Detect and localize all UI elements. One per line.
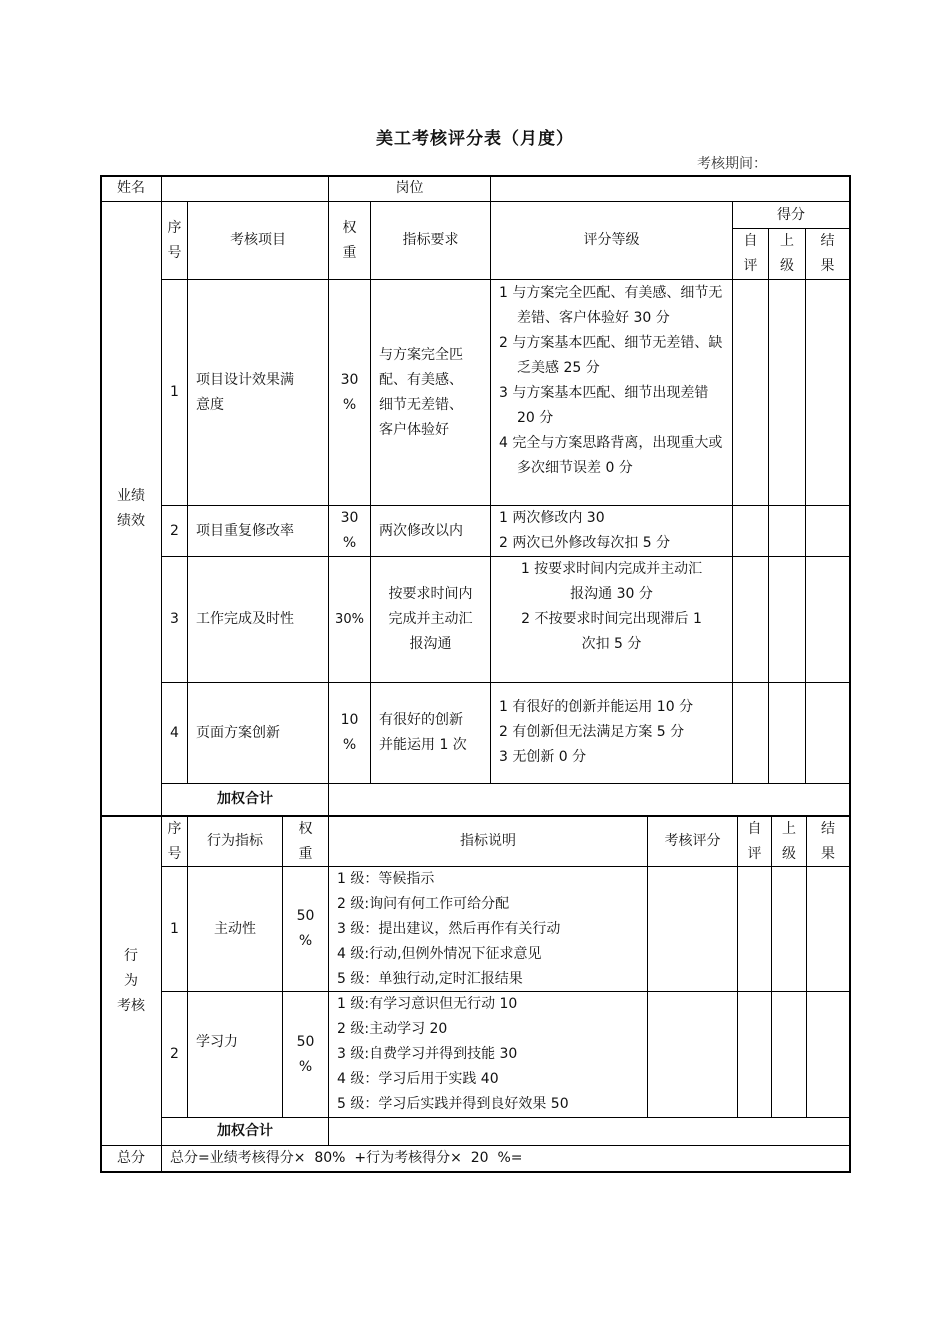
perf-row-1-result-cell[interactable]: [806, 280, 849, 505]
perf-row-3-weight: 30%: [335, 612, 364, 627]
behavior-row-2-weight: 50 %: [296, 1033, 315, 1075]
behavior-col-eval: 考核评分: [664, 833, 721, 849]
perf-row-4-grades: [491, 695, 732, 775]
perf-row-1-no: 1: [170, 384, 179, 400]
perf-row-2-req: 两次修改以内: [379, 522, 463, 539]
page-title: 美工考核评分表（月度）: [376, 129, 574, 149]
perf-col-result: 结 果: [820, 233, 835, 274]
behavior-col-indicator: 行为指标: [207, 833, 263, 849]
name-field[interactable]: [162, 176, 328, 201]
behavior-row-2-level-5: 5 级：学习后实践并得到良好效果 50: [337, 1096, 569, 1112]
behavior-row-1-result-cell[interactable]: [807, 867, 849, 991]
perf-row-1-self-cell[interactable]: [733, 280, 768, 505]
perf-col-grade: 评分等级: [583, 232, 640, 248]
assessment-period-label: 考核期间：: [697, 156, 767, 172]
behavior-row-2-level-4: 4 级：学习后用于实践 40: [337, 1071, 499, 1087]
behavior-col-weight: 权 重: [298, 820, 313, 862]
behavior-col-result: 结 果: [821, 820, 835, 862]
behavior-row-2-eval-cell[interactable]: [648, 992, 737, 1117]
perf-row-2-grades: [491, 506, 732, 556]
perf-row-3-req: 按要求时间内 完成并主动汇 报沟通: [388, 586, 473, 652]
behavior-row-1-weight: 50 %: [296, 908, 315, 949]
perf-row-3-no: 3: [170, 611, 179, 627]
behavior-section-label: 行 为 考核: [117, 947, 145, 1014]
total-formula: 总分=业绩考核得分× 80% +行为考核得分× 20 %=: [170, 1150, 523, 1166]
behavior-row-1-indicator: 主动性: [214, 920, 256, 937]
perf-row-1-grade-1: 1 与方案完全匹配、有美感、细节无差错、客户体验好 30 分: [499, 285, 723, 326]
perf-row-4-weight: 10 %: [340, 712, 359, 753]
perf-row-3-self-cell[interactable]: [733, 557, 768, 682]
perf-row-4-self-cell[interactable]: [733, 683, 768, 783]
perf-col-req: 指标要求: [402, 232, 459, 248]
perf-row-3-sup-cell[interactable]: [769, 557, 805, 682]
perf-row-4-grade-1: 1 有很好的创新并能运用 10 分: [499, 699, 694, 715]
perf-row-2-item: 项目重复修改率: [196, 522, 294, 539]
perf-row-2-grade-2: 2 两次已外修改每次扣 5 分: [499, 535, 671, 551]
behavior-row-1-no: 1: [170, 920, 179, 937]
perf-row-3-result-cell[interactable]: [806, 557, 849, 682]
behavior-row-1-levels: [329, 867, 647, 991]
perf-row-4-sup-cell[interactable]: [769, 683, 805, 783]
perf-col-sup: 上 级: [780, 233, 794, 274]
behavior-row-1-eval-cell[interactable]: [648, 867, 737, 991]
perf-row-1-weight: 30 %: [340, 371, 359, 413]
perf-section-label: 业绩 绩效: [117, 487, 145, 529]
perf-row-1-grade-2: 2 与方案基本匹配、细节无差错、缺乏美感 25 分: [499, 335, 723, 376]
perf-row-4-grade-2: 2 有创新但无法满足方案 5 分: [499, 724, 685, 740]
perf-row-1-req: 与方案完全匹 配、有美感、 细节无差错、 客户体验好: [379, 346, 463, 438]
perf-row-4-no: 4: [170, 724, 179, 741]
behavior-col-no: 序 号: [167, 820, 182, 862]
perf-row-3-grade-2: 2 不按要求时间完出现滞后 1 次扣 5 分: [521, 611, 702, 652]
behavior-row-2-result-cell[interactable]: [807, 992, 849, 1117]
behavior-row-1-level-1: 1 级：等候指示: [337, 871, 435, 887]
behavior-row-2-level-1: 1 级:有学习意识但无行动 10: [337, 996, 518, 1012]
perf-row-1-item: 项目设计效果满 意度: [196, 371, 294, 413]
post-field[interactable]: [491, 176, 849, 201]
perf-row-3-grade-1: 1 按要求时间内完成并主动汇 报沟通 30 分: [520, 561, 703, 602]
behavior-weighted-total-cell[interactable]: [329, 1118, 849, 1145]
perf-row-3-item: 工作完成及时性: [196, 611, 294, 627]
behavior-row-1-self-cell[interactable]: [738, 867, 771, 991]
behavior-row-2-level-3: 3 级:自费学习并得到技能 30: [337, 1046, 518, 1062]
perf-col-no: 序 号: [167, 219, 182, 261]
perf-row-1-grades: [491, 281, 732, 505]
behavior-weighted-total-label: 加权合计: [217, 1123, 273, 1139]
post-label: 岗位: [395, 180, 424, 196]
perf-row-2-result-cell[interactable]: [806, 506, 849, 556]
perf-row-2-weight: 30 %: [340, 510, 359, 551]
perf-weighted-total-cell[interactable]: [329, 784, 849, 815]
perf-col-item: 考核项目: [230, 232, 286, 248]
behavior-row-2-level-2: 2 级:主动学习 20: [337, 1021, 448, 1037]
perf-row-4-item: 页面方案创新: [196, 724, 280, 741]
perf-weighted-total-label: 加权合计: [217, 791, 273, 807]
total-label: 总分: [117, 1150, 145, 1166]
behavior-row-1-level-3: 3 级：提出建议，然后再作有关行动: [337, 921, 561, 937]
perf-row-2-sup-cell[interactable]: [769, 506, 805, 556]
behavior-col-self: 自 评: [747, 820, 762, 862]
behavior-row-2-sup-cell[interactable]: [772, 992, 806, 1117]
perf-row-3-grades: [491, 557, 732, 682]
perf-row-2-no: 2: [170, 522, 179, 539]
behavior-col-desc: 指标说明: [460, 833, 516, 849]
name-label: 姓名: [117, 180, 145, 196]
perf-row-1-grade-3: 3 与方案基本匹配、细节出现差错 20 分: [499, 385, 709, 426]
perf-col-score: 得分: [777, 206, 805, 223]
perf-row-1-sup-cell[interactable]: [769, 280, 805, 505]
behavior-row-2-levels: [329, 992, 647, 1117]
perf-row-4-grade-3: 3 无创新 0 分: [499, 749, 587, 765]
behavior-row-1-level-2: 2 级:询问有何工作可给分配: [337, 896, 510, 912]
perf-row-2-grade-1: 1 两次修改内 30: [499, 510, 605, 526]
behavior-row-1-level-4: 4 级:行动,但例外情况下征求意见: [337, 946, 542, 962]
perf-row-4-result-cell[interactable]: [806, 683, 849, 783]
behavior-row-2-no: 2: [170, 1046, 179, 1062]
perf-col-weight: 权 重: [342, 219, 357, 261]
perf-row-4-req: 有很好的创新 并能运用 1 次: [379, 712, 467, 753]
behavior-row-2-indicator: 学习力: [196, 1033, 238, 1050]
perf-row-1-grade-4: 4 完全与方案思路背离，出现重大或多次细节误差 0 分: [499, 435, 723, 476]
perf-col-self: 自 评: [743, 233, 758, 274]
behavior-col-sup: 上 级: [782, 820, 796, 862]
behavior-row-1-level-5: 5 级：单独行动,定时汇报结果: [337, 971, 523, 987]
behavior-row-2-self-cell[interactable]: [738, 992, 771, 1117]
perf-row-2-self-cell[interactable]: [733, 506, 768, 556]
behavior-row-1-sup-cell[interactable]: [772, 867, 806, 991]
